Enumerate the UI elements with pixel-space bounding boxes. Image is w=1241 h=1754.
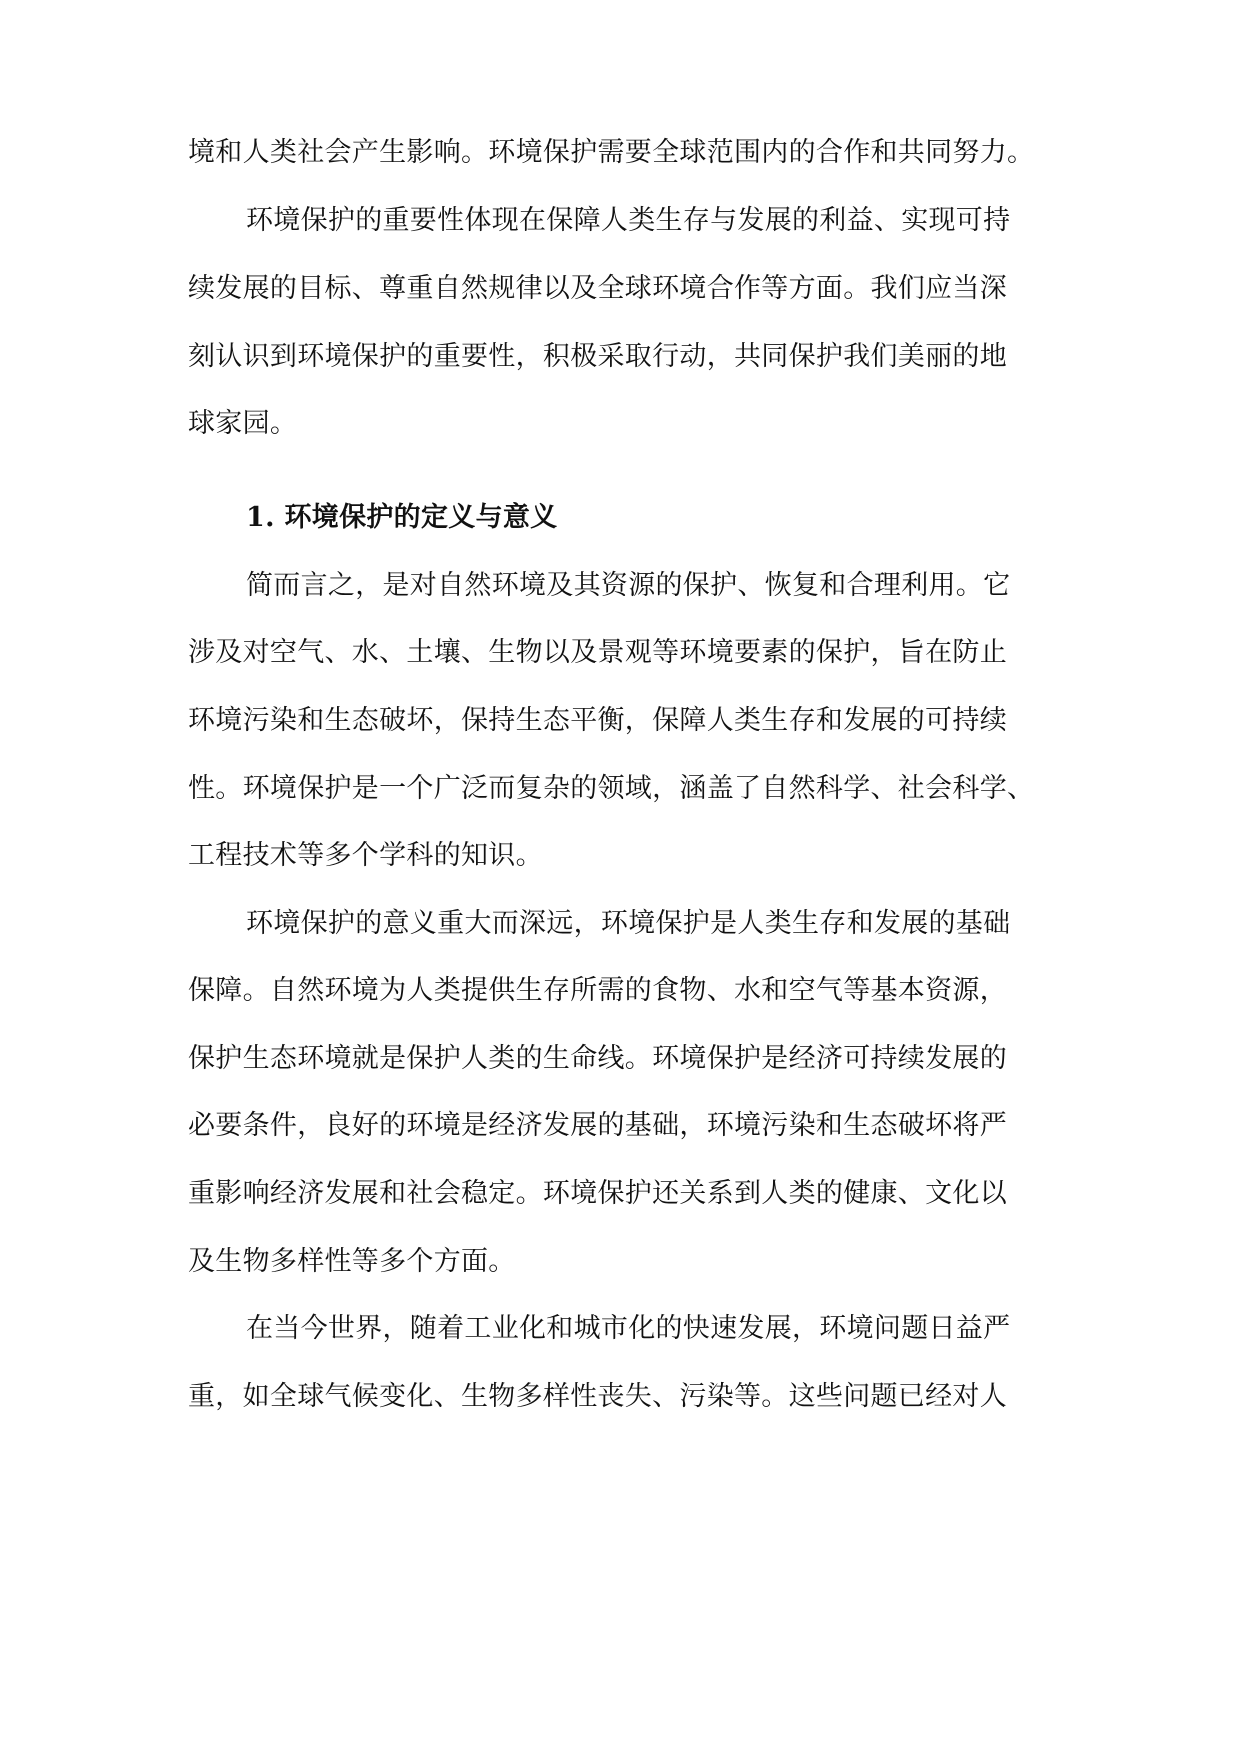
paragraph-first-line: 在当今世界，随着工业化和城市化的快速发展，环境问题日益严 [246,1313,1011,1344]
text-line: 必要条件，良好的环境是经济发展的基础，环境污染和生态破坏将严 [188,1110,1007,1141]
text-line: 重，如全球气候变化、生物多样性丧失、污染等。这些问题已经对人 [188,1381,1007,1412]
paragraph-first-line: 简而言之，是对自然环境及其资源的保护、恢复和合理利用。它 [246,570,1011,601]
text-line: 保护生态环境就是保护人类的生命线。环境保护是经济可持续发展的 [188,1043,1007,1074]
paragraph-first-line: 环境保护的意义重大而深远，环境保护是人类生存和发展的基础 [246,908,1011,939]
text-line: 环境污染和生态破坏，保持生态平衡，保障人类生存和发展的可持续 [188,705,1007,736]
paragraph-first-line: 环境保护的重要性体现在保障人类生存与发展的利益、实现可持 [246,205,1011,236]
text-line: 续发展的目标、尊重自然规律以及全球环境合作等方面。我们应当深 [188,273,1007,304]
text-line: 工程技术等多个学科的知识。 [188,840,543,871]
text-line: 保障。自然环境为人类提供生存所需的食物、水和空气等基本资源， [188,975,1007,1006]
text-line: 及生物多样性等多个方面。 [188,1246,516,1277]
text-line: 球家园。 [188,408,298,439]
section-heading: 1. 环境保护的定义与意义 [246,502,558,533]
text-line: 涉及对空气、水、土壤、生物以及景观等环境要素的保护，旨在防止 [188,637,1007,668]
text-line: 刻认识到环境保护的重要性，积极采取行动，共同保护我们美丽的地 [188,341,1007,372]
text-line: 重影响经济发展和社会稳定。环境保护还关系到人类的健康、文化以 [188,1178,1007,1209]
text-line: 性。环境保护是一个广泛而复杂的领域，涵盖了自然科学、社会科学、 [188,773,1035,804]
text-line: 境和人类社会产生影响。环境保护需要全球范围内的合作和共同努力。 [188,137,1035,168]
